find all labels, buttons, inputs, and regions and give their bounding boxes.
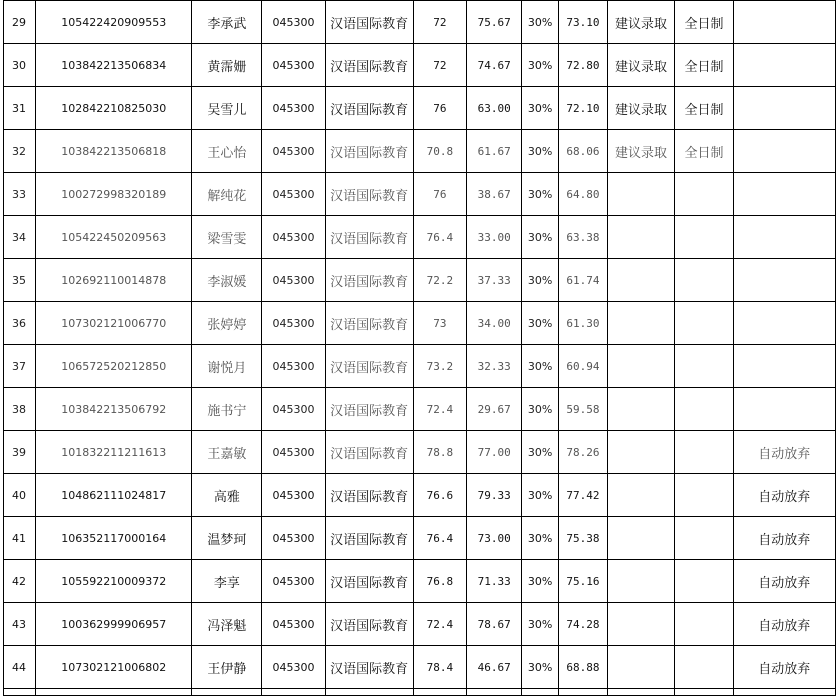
exam-score-cell: 37.33 [467,259,522,302]
exam-score-cell: 63.00 [467,87,522,130]
candidate-name-cell: 解纯花 [192,173,262,216]
candidate-name-cell: 梁雪雯 [192,216,262,259]
study-mode-cell [675,388,733,431]
table-row [4,560,836,603]
table-row [4,388,836,431]
table-row [4,302,836,345]
major-code-cell: 045300 [262,173,325,216]
total-score-cell: 72.80 [559,44,608,87]
status-cell [733,87,835,130]
table-row [4,474,836,517]
major-name-cell: 汉语国际教育 [325,173,413,216]
exam-score-cell: 78.67 [467,603,522,646]
candidate-name-cell: 冯泽魁 [192,603,262,646]
status-cell: 自动放弃 [733,474,835,517]
major-code-cell: 045300 [262,216,325,259]
exam-score-cell: 46.67 [467,646,522,689]
retest-score-cell: 72.4 [413,603,467,646]
major-code-cell: 045300 [262,388,325,431]
candidate-name-cell: 王嘉敏 [192,431,262,474]
candidate-name-cell: 黄霈姗 [192,44,262,87]
retest-score-cell: 70.8 [413,130,467,173]
admission-advice-cell [607,431,675,474]
total-score-cell: 75.38 [559,517,608,560]
admission-advice-cell [607,646,675,689]
exam-score-cell: 33.00 [467,216,522,259]
weight-cell: 30% [522,302,559,345]
admission-advice-cell [607,560,675,603]
status-cell [733,1,835,44]
row-index-cell: 40 [4,474,36,517]
status-cell [733,345,835,388]
table-row [4,44,836,87]
row-index-cell: 36 [4,302,36,345]
weight-cell: 30% [522,173,559,216]
admission-advice-cell [607,216,675,259]
study-mode-cell: 全日制 [675,130,733,173]
exam-score-cell: 77.00 [467,431,522,474]
major-name-cell: 汉语国际教育 [325,388,413,431]
weight-cell: 30% [522,259,559,302]
status-cell: 自动放弃 [733,517,835,560]
empty-cell [559,689,608,696]
study-mode-cell [675,345,733,388]
status-cell: 自动放弃 [733,603,835,646]
candidate-id-cell: 103842213506792 [36,388,192,431]
status-cell: 自动放弃 [733,646,835,689]
total-score-cell: 61.30 [559,302,608,345]
candidate-name-cell: 吴雪儿 [192,87,262,130]
admission-advice-cell [607,474,675,517]
admission-advice-cell [607,517,675,560]
table-row [4,87,836,130]
row-index-cell: 44 [4,646,36,689]
candidate-name-cell: 王心怡 [192,130,262,173]
candidate-name-cell: 李淑媛 [192,259,262,302]
exam-score-cell: 73.00 [467,517,522,560]
total-score-cell: 72.10 [559,87,608,130]
table-row [4,517,836,560]
retest-score-cell: 73.2 [413,345,467,388]
total-score-cell: 75.16 [559,560,608,603]
status-cell [733,44,835,87]
study-mode-cell [675,560,733,603]
exam-score-cell: 75.67 [467,1,522,44]
candidate-name-cell: 王伊静 [192,646,262,689]
weight-cell: 30% [522,431,559,474]
row-index-cell: 31 [4,87,36,130]
candidate-id-cell: 103842213506834 [36,44,192,87]
table-row [4,646,836,689]
exam-score-cell: 32.33 [467,345,522,388]
candidate-id-cell: 105592210009372 [36,560,192,603]
major-code-cell: 045300 [262,474,325,517]
status-cell [733,259,835,302]
major-code-cell: 045300 [262,603,325,646]
retest-score-cell: 76 [413,87,467,130]
study-mode-cell: 全日制 [675,87,733,130]
empty-cell [413,689,467,696]
empty-cell [4,689,36,696]
major-name-cell: 汉语国际教育 [325,130,413,173]
major-code-cell: 045300 [262,517,325,560]
candidate-id-cell: 100272998320189 [36,173,192,216]
candidate-id-cell: 107302121006770 [36,302,192,345]
study-mode-cell [675,646,733,689]
retest-score-cell: 76.4 [413,216,467,259]
major-name-cell: 汉语国际教育 [325,646,413,689]
admission-advice-cell [607,173,675,216]
status-cell: 自动放弃 [733,431,835,474]
admission-table [3,0,836,696]
table-body [4,1,836,696]
status-cell: 自动放弃 [733,560,835,603]
total-score-cell: 64.80 [559,173,608,216]
exam-score-cell: 79.33 [467,474,522,517]
candidate-id-cell: 101832211211613 [36,431,192,474]
admission-advice-cell: 建议录取 [607,87,675,130]
empty-cell [467,689,522,696]
row-index-cell: 39 [4,431,36,474]
total-score-cell: 60.94 [559,345,608,388]
major-name-cell: 汉语国际教育 [325,560,413,603]
total-score-cell: 77.42 [559,474,608,517]
row-index-cell: 42 [4,560,36,603]
study-mode-cell [675,474,733,517]
table-row [4,216,836,259]
table-row-partial [4,689,836,696]
admission-advice-cell: 建议录取 [607,1,675,44]
admission-advice-cell [607,388,675,431]
admission-advice-cell: 建议录取 [607,44,675,87]
row-index-cell: 43 [4,603,36,646]
major-name-cell: 汉语国际教育 [325,431,413,474]
candidate-name-cell: 施书宁 [192,388,262,431]
empty-cell [522,689,559,696]
study-mode-cell [675,259,733,302]
empty-cell [192,689,262,696]
major-code-cell: 045300 [262,431,325,474]
empty-cell [607,689,675,696]
major-name-cell: 汉语国际教育 [325,259,413,302]
exam-score-cell: 74.67 [467,44,522,87]
weight-cell: 30% [522,646,559,689]
major-name-cell: 汉语国际教育 [325,603,413,646]
weight-cell: 30% [522,216,559,259]
retest-score-cell: 76.8 [413,560,467,603]
candidate-name-cell: 高雅 [192,474,262,517]
weight-cell: 30% [522,130,559,173]
major-code-cell: 045300 [262,259,325,302]
row-index-cell: 29 [4,1,36,44]
total-score-cell: 68.88 [559,646,608,689]
row-index-cell: 35 [4,259,36,302]
retest-score-cell: 76.4 [413,517,467,560]
retest-score-cell: 78.4 [413,646,467,689]
weight-cell: 30% [522,474,559,517]
retest-score-cell: 72 [413,1,467,44]
retest-score-cell: 78.8 [413,431,467,474]
candidate-id-cell: 100362999906957 [36,603,192,646]
study-mode-cell: 全日制 [675,1,733,44]
candidate-id-cell: 105422450209563 [36,216,192,259]
major-code-cell: 045300 [262,646,325,689]
candidate-id-cell: 107302121006802 [36,646,192,689]
weight-cell: 30% [522,345,559,388]
candidate-name-cell: 谢悦月 [192,345,262,388]
weight-cell: 30% [522,517,559,560]
table-row [4,431,836,474]
status-cell [733,302,835,345]
candidate-id-cell: 102842210825030 [36,87,192,130]
admission-advice-cell: 建议录取 [607,130,675,173]
major-name-cell: 汉语国际教育 [325,517,413,560]
candidate-id-cell: 104862111024817 [36,474,192,517]
admission-advice-cell [607,302,675,345]
status-cell [733,216,835,259]
total-score-cell: 68.06 [559,130,608,173]
study-mode-cell [675,173,733,216]
major-name-cell: 汉语国际教育 [325,474,413,517]
candidate-name-cell: 李享 [192,560,262,603]
exam-score-cell: 38.67 [467,173,522,216]
exam-score-cell: 34.00 [467,302,522,345]
total-score-cell: 61.74 [559,259,608,302]
retest-score-cell: 72.4 [413,388,467,431]
table-row [4,259,836,302]
study-mode-cell [675,216,733,259]
empty-cell [36,689,192,696]
weight-cell: 30% [522,1,559,44]
status-cell [733,130,835,173]
empty-cell [675,689,733,696]
major-code-cell: 045300 [262,1,325,44]
empty-cell [733,689,835,696]
total-score-cell: 73.10 [559,1,608,44]
table-row [4,1,836,44]
total-score-cell: 74.28 [559,603,608,646]
row-index-cell: 30 [4,44,36,87]
major-code-cell: 045300 [262,560,325,603]
candidate-name-cell: 张婷婷 [192,302,262,345]
candidate-id-cell: 106572520212850 [36,345,192,388]
major-name-cell: 汉语国际教育 [325,345,413,388]
row-index-cell: 38 [4,388,36,431]
major-code-cell: 045300 [262,87,325,130]
candidate-id-cell: 105422420909553 [36,1,192,44]
total-score-cell: 63.38 [559,216,608,259]
major-name-cell: 汉语国际教育 [325,1,413,44]
study-mode-cell [675,603,733,646]
candidate-id-cell: 103842213506818 [36,130,192,173]
exam-score-cell: 29.67 [467,388,522,431]
weight-cell: 30% [522,388,559,431]
status-cell [733,388,835,431]
candidate-name-cell: 李承武 [192,1,262,44]
total-score-cell: 78.26 [559,431,608,474]
empty-cell [325,689,413,696]
major-name-cell: 汉语国际教育 [325,216,413,259]
candidate-name-cell: 温梦珂 [192,517,262,560]
major-name-cell: 汉语国际教育 [325,44,413,87]
retest-score-cell: 72.2 [413,259,467,302]
admission-advice-cell [607,259,675,302]
table-row [4,345,836,388]
retest-score-cell: 72 [413,44,467,87]
table-row [4,130,836,173]
study-mode-cell [675,431,733,474]
weight-cell: 30% [522,87,559,130]
study-mode-cell: 全日制 [675,44,733,87]
retest-score-cell: 76.6 [413,474,467,517]
table-row [4,173,836,216]
admission-advice-cell [607,603,675,646]
retest-score-cell: 76 [413,173,467,216]
row-index-cell: 34 [4,216,36,259]
row-index-cell: 41 [4,517,36,560]
major-code-cell: 045300 [262,44,325,87]
weight-cell: 30% [522,44,559,87]
row-index-cell: 37 [4,345,36,388]
empty-cell [262,689,325,696]
row-index-cell: 32 [4,130,36,173]
table-row [4,603,836,646]
candidate-id-cell: 102692110014878 [36,259,192,302]
major-name-cell: 汉语国际教育 [325,302,413,345]
candidate-id-cell: 106352117000164 [36,517,192,560]
admission-advice-cell [607,345,675,388]
status-cell [733,173,835,216]
weight-cell: 30% [522,560,559,603]
study-mode-cell [675,302,733,345]
major-code-cell: 045300 [262,130,325,173]
study-mode-cell [675,517,733,560]
retest-score-cell: 73 [413,302,467,345]
exam-score-cell: 61.67 [467,130,522,173]
major-name-cell: 汉语国际教育 [325,87,413,130]
exam-score-cell: 71.33 [467,560,522,603]
total-score-cell: 59.58 [559,388,608,431]
major-code-cell: 045300 [262,302,325,345]
row-index-cell: 33 [4,173,36,216]
weight-cell: 30% [522,603,559,646]
major-code-cell: 045300 [262,345,325,388]
